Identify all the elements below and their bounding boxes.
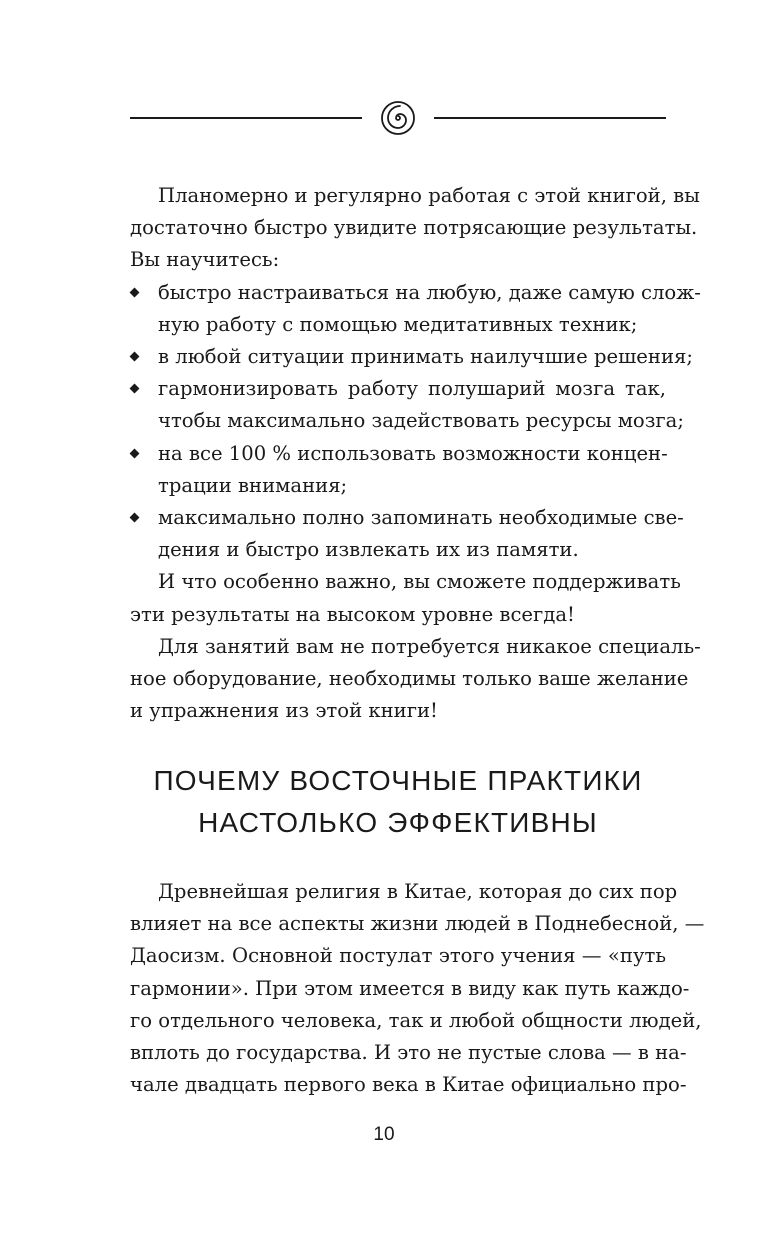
text-line: И что особенно важно, вы сможете поддерживать [158, 570, 681, 594]
header-ornament [130, 92, 666, 144]
text-line: Даосизм. Основной постулат этого учения — «путь [130, 944, 666, 968]
bullet-text-line: на все 100 % использовать возможности концен- [158, 441, 668, 465]
text-line: Вы научитесь: [130, 248, 280, 272]
bullet-text-line: трации внимания; [158, 473, 348, 497]
text-line: достаточно быстро увидите потрясающие результаты. [130, 216, 698, 240]
text-line: гармонии». При этом имеется в виду как путь каждо- [130, 976, 690, 1000]
text-line: Для занятий вам не потребуется никакое специаль- [158, 634, 701, 658]
heading-line: ПОЧЕМУ ВОСТОЧНЫЕ ПРАКТИКИ [153, 765, 643, 796]
diamond-bullet-icon [130, 352, 140, 362]
text-line: ное оборудование, необходимы только ваше желание [130, 667, 689, 691]
ornament-rule-right [434, 117, 666, 119]
main-text [130, 180, 701, 727]
bullet-text-line: ную работу с помощью медитативных техник; [158, 312, 638, 336]
bullet-text-line: максимально полно запоминать необходимые све- [158, 506, 684, 530]
bullet-item [130, 502, 684, 566]
text-line: эти результаты на высоком уровне всегда! [130, 602, 575, 626]
heading-line: НАСТОЛЬКО ЭФФЕКТИВНЫ [198, 807, 598, 838]
bullet-item [130, 277, 701, 341]
page-number: 10 [373, 1124, 395, 1145]
diamond-bullet-icon [130, 513, 140, 523]
text-line: Древнейшая религия в Китае, которая до сих пор [158, 880, 678, 903]
diamond-bullet-icon [130, 448, 140, 458]
bullet-text-line: чтобы максимально задействовать ресурсы мозга; [158, 409, 684, 433]
text-line: и упражнения из этой книги! [130, 699, 438, 723]
spiral-icon [380, 100, 416, 136]
bullet-text-line: быстро настраиваться на любую, даже самую слож- [158, 280, 701, 304]
ornament-rule-left [130, 117, 362, 119]
diamond-bullet-icon [130, 287, 140, 297]
section-heading [100, 760, 696, 844]
text-line: чале двадцать первого века в Китае официально про- [130, 1073, 687, 1097]
bullet-text-line: в любой ситуации принимать наилучшие решения; [158, 345, 693, 369]
text-line: го отдельного человека, так и любой общности людей, [130, 1008, 702, 1032]
text-line: вплоть до государства. И это не пустые слова — в на- [130, 1041, 687, 1065]
diamond-bullet-icon [130, 384, 140, 394]
bullet-item [130, 438, 666, 502]
text-line: влияет на все аспекты жизни людей в Поднебесной, — [130, 912, 705, 936]
bullet-item [130, 341, 693, 373]
bullet-item [130, 373, 684, 437]
text-line: Планомерно и регулярно работая с этой книгой, вы [158, 184, 700, 207]
section-body [130, 876, 705, 1101]
bullet-text-line: дения и быстро извлекать их из памяти. [158, 538, 579, 562]
bullet-text-line: гармонизировать работу полушарий мозга так, [158, 377, 666, 401]
